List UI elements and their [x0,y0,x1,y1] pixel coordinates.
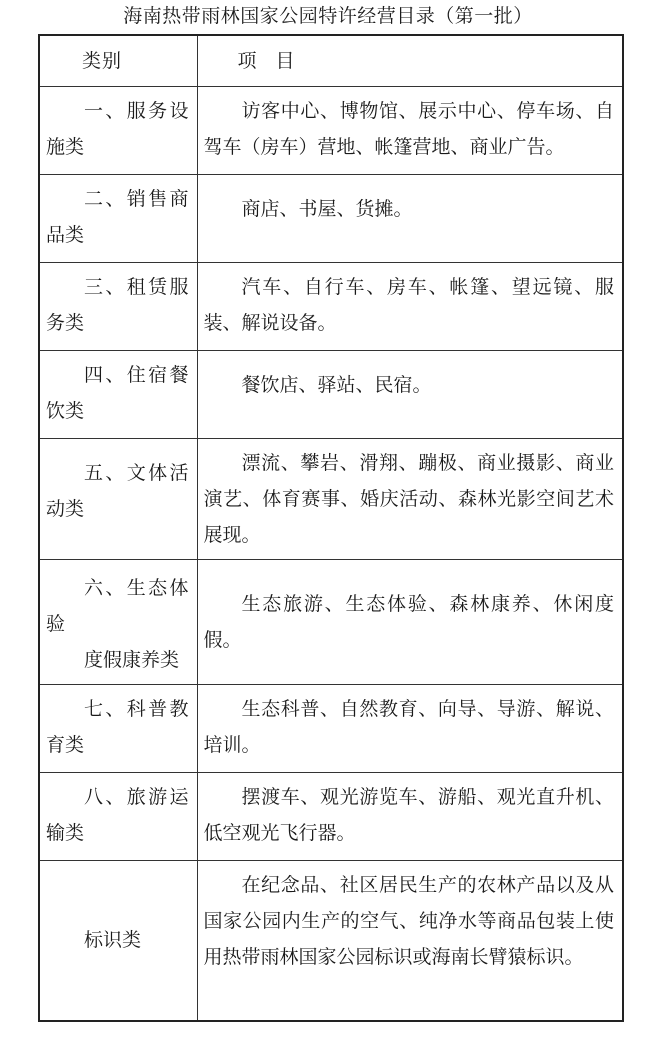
row-items: 生态旅游、生态体验、森林康养、休闲度假。 [197,560,623,685]
row-category: 二、销售商品类 [39,175,197,263]
row-category: 三、租赁服务类 [39,263,197,351]
row-category: 五、文体活动类 [39,439,197,560]
table-row [39,351,623,439]
table-row [39,87,623,175]
header-category: 类别 [39,35,197,87]
catalog-table [38,34,624,1022]
row-items: 在纪念品、社区居民生产的农林产品以及从国家公园内生产的空气、纯净水等商品包装上使用热带雨林国家公园标识或海南长臂猿标识。 [197,861,623,1021]
page-title: 海南热带雨林国家公园特许经营目录（第一批） [123,5,533,27]
row-items: 餐饮店、驿站、民宿。 [197,351,623,439]
row-items: 汽车、自行车、房车、帐篷、望远镜、服装、解说设备。 [197,263,623,351]
table-row [39,560,623,685]
table-header-row [39,35,623,87]
row-items: 漂流、攀岩、滑翔、蹦极、商业摄影、商业演艺、体育赛事、婚庆活动、森林光影空间艺术展现。 [197,439,623,560]
header-item: 项 目 [197,35,623,87]
row-category: 八、旅游运输类 [39,773,197,861]
row-items: 访客中心、博物馆、展示中心、停车场、自驾车（房车）营地、帐篷营地、商业广告。 [197,87,623,175]
row-items: 生态科普、自然教育、向导、导游、解说、培训。 [197,685,623,773]
table-row [39,773,623,861]
row-category-line2: 度假康养类 [84,649,180,671]
table-row [39,685,623,773]
row-category-line1: 六、生态体验 [46,577,189,635]
table-row [39,861,623,1021]
table-row [39,439,623,560]
row-category: 标识类 [39,861,197,1021]
row-category: 七、科普教育类 [39,685,197,773]
table-row [39,175,623,263]
row-category [39,560,197,685]
row-items: 摆渡车、观光游览车、游船、观光直升机、低空观光飞行器。 [197,773,623,861]
row-category: 四、住宿餐饮类 [39,351,197,439]
row-items: 商店、书屋、货摊。 [197,175,623,263]
table-row [39,263,623,351]
row-category: 一、服务设施类 [39,87,197,175]
